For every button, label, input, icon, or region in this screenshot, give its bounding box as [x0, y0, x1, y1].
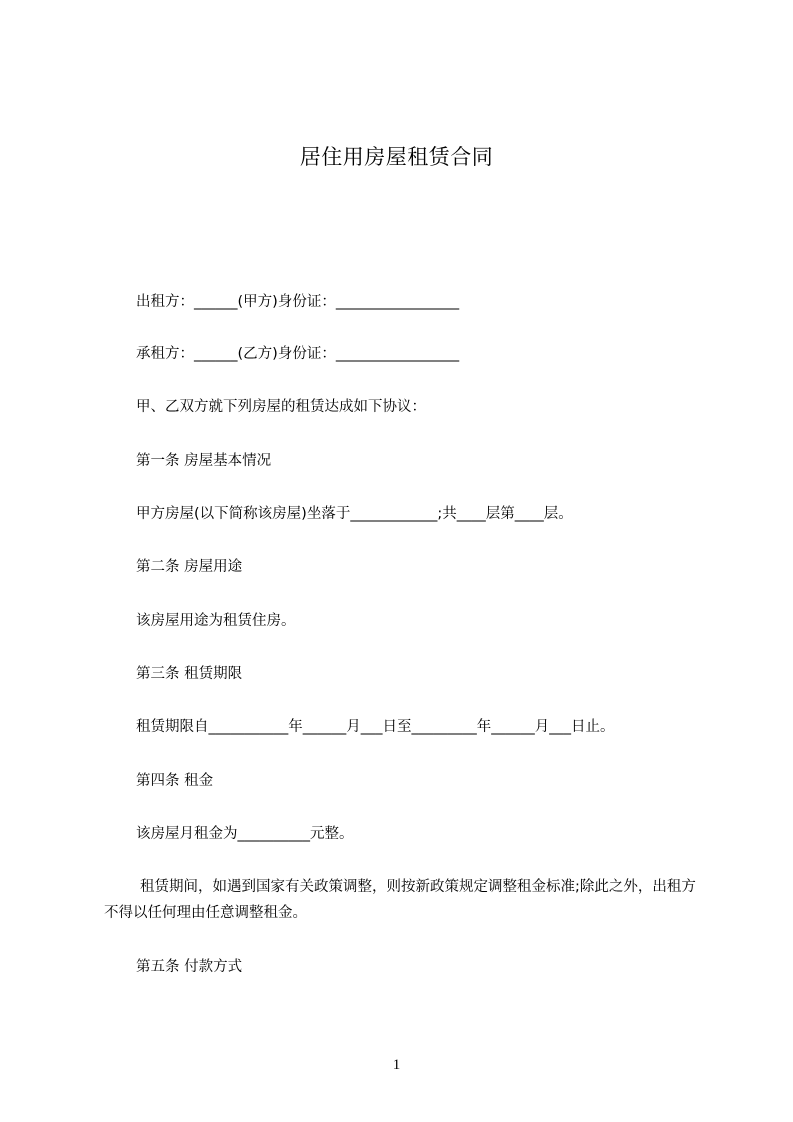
article5-heading: 第五条 付款方式: [136, 959, 243, 975]
document-title: 居住用房屋租赁合同: [299, 145, 494, 169]
article3-body: 租赁期限自___________年______月___日至_________年______月___日止。: [136, 719, 615, 735]
article2-heading: 第二条 房屋用途: [136, 559, 243, 575]
article1-heading: 第一条 房屋基本情况: [136, 453, 272, 469]
lessor-line: 出租方：______(甲方)身份证：_________________: [136, 294, 460, 310]
article4-heading: 第四条 租金: [136, 773, 214, 789]
article4-body: 该房屋月租金为__________元整。: [136, 826, 354, 842]
preamble-text: 甲、乙双方就下列房屋的租赁达成如下协议：: [136, 399, 426, 415]
article4-paragraph-text: 租赁期间，如遇到国家有关政策调整，则按新政策规定调整租金标准;除此之外，出租方不得以任何理由任意调整租金。: [104, 879, 696, 921]
article3-heading: 第三条 租赁期限: [136, 666, 243, 682]
article4-paragraph: [104, 874, 704, 926]
article1-body: 甲方房屋(以下简称该房屋)坐落于____________;共____层第____层。: [136, 506, 573, 522]
article2-body: 该房屋用途为租赁住房。: [136, 613, 296, 629]
lessee-line: 承租方：______(乙方)身份证：_________________: [136, 346, 460, 362]
page-number: 1: [392, 1057, 401, 1073]
